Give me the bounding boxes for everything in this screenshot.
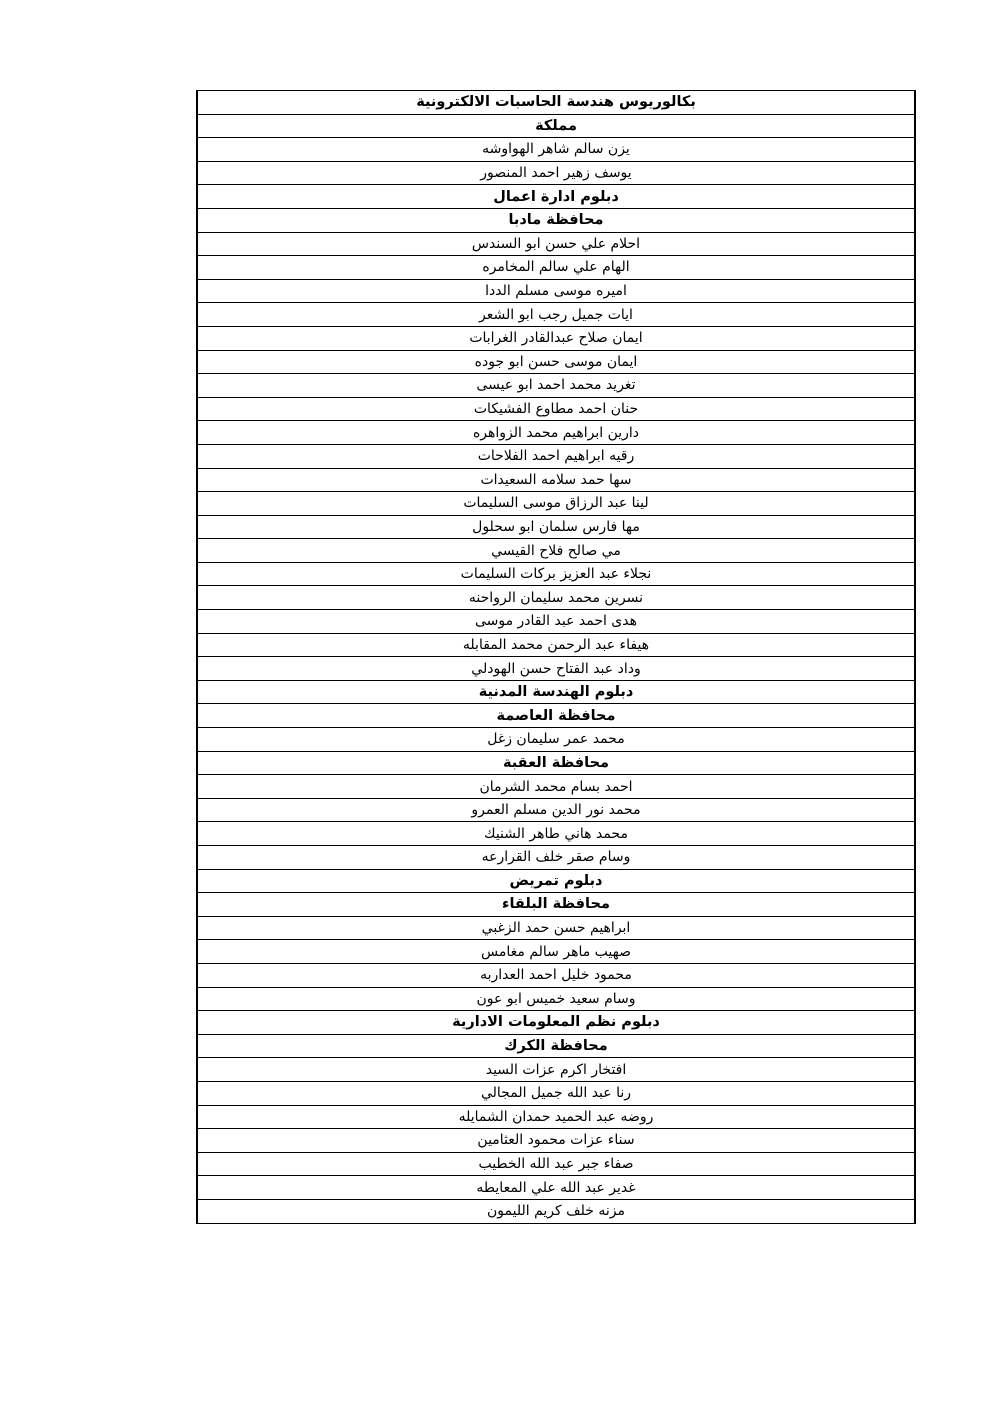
section-heading-cell: محافظة العقبة	[197, 751, 915, 775]
name-row	[197, 916, 915, 940]
name-cell: دارين ابراهيم محمد الزواهره	[197, 421, 915, 445]
section-heading-row	[197, 751, 915, 775]
names-table	[196, 90, 916, 1224]
name-cell: ايمان موسى حسن ابو جوده	[197, 350, 915, 374]
name-row	[197, 963, 915, 987]
name-row	[197, 279, 915, 303]
name-row	[197, 822, 915, 846]
name-cell: افتخار اكرم عزات السيد	[197, 1058, 915, 1082]
name-row	[197, 633, 915, 657]
name-row	[197, 161, 915, 185]
section-heading-cell: بكالوريوس هندسة الحاسبات الالكترونية	[197, 91, 915, 115]
name-row	[197, 492, 915, 516]
name-cell: يوسف زهير احمد المنصور	[197, 161, 915, 185]
name-cell: رقيه ابراهيم احمد الفلاحات	[197, 444, 915, 468]
name-cell: وسام صقر خلف القرارعه	[197, 846, 915, 870]
names-table-body	[197, 91, 915, 1224]
section-heading-cell: محافظة البلقاء	[197, 893, 915, 917]
name-cell: هيفاء عبد الرحمن محمد المقابله	[197, 633, 915, 657]
name-row	[197, 1081, 915, 1105]
name-row	[197, 444, 915, 468]
section-heading-cell: دبلوم نظم المعلومات الادارية	[197, 1011, 915, 1035]
name-cell: ايمان صلاح عبدالقادر الغرابات	[197, 326, 915, 350]
name-cell: اميره موسى مسلم الددا	[197, 279, 915, 303]
name-cell: مزنه خلف كريم الليمون	[197, 1199, 915, 1223]
section-heading-row	[197, 704, 915, 728]
section-heading-row	[197, 91, 915, 115]
name-cell: وسام سعيد خميس ابو عون	[197, 987, 915, 1011]
name-cell: صفاء جبر عبد الله الخطيب	[197, 1152, 915, 1176]
name-row	[197, 138, 915, 162]
name-row	[197, 1105, 915, 1129]
name-row	[197, 350, 915, 374]
name-cell: احمد بسام محمد الشرمان	[197, 775, 915, 799]
section-heading-row	[197, 185, 915, 209]
section-heading-cell: محافظة الكرك	[197, 1034, 915, 1058]
name-cell: مها فارس سلمان ابو سحلول	[197, 515, 915, 539]
name-row	[197, 326, 915, 350]
name-cell: هدى احمد عبد القادر موسى	[197, 610, 915, 634]
section-heading-row	[197, 869, 915, 893]
name-row	[197, 397, 915, 421]
name-row	[197, 728, 915, 752]
name-cell: ايات جميل رجب ابو الشعر	[197, 303, 915, 327]
section-heading-cell: دبلوم ادارة اعمال	[197, 185, 915, 209]
section-heading-row	[197, 680, 915, 704]
name-cell: لينا عبد الرزاق موسى السليمات	[197, 492, 915, 516]
name-row	[197, 256, 915, 280]
name-cell: مي صالح فلاح القيسي	[197, 539, 915, 563]
name-cell: غدير عبد الله علي المعايطه	[197, 1176, 915, 1200]
name-row	[197, 562, 915, 586]
name-row	[197, 303, 915, 327]
name-row	[197, 421, 915, 445]
name-row	[197, 987, 915, 1011]
name-cell: محمد هاني طاهر الشنيك	[197, 822, 915, 846]
name-cell: رنا عبد الله جميل المجالي	[197, 1081, 915, 1105]
name-row	[197, 586, 915, 610]
section-heading-row	[197, 893, 915, 917]
section-heading-row	[197, 1034, 915, 1058]
name-row	[197, 1152, 915, 1176]
section-heading-cell: محافظة العاصمة	[197, 704, 915, 728]
name-row	[197, 1129, 915, 1153]
name-cell: محمد عمر سليمان زغل	[197, 728, 915, 752]
name-cell: صهيب ماهر سالم مغامس	[197, 940, 915, 964]
name-cell: نجلاء عبد العزيز بركات السليمات	[197, 562, 915, 586]
names-list-sheet	[196, 90, 916, 1224]
name-row	[197, 657, 915, 681]
name-row	[197, 1176, 915, 1200]
section-heading-cell: محافظة مادبا	[197, 208, 915, 232]
section-heading-row	[197, 1011, 915, 1035]
name-row	[197, 515, 915, 539]
name-cell: نسرين محمد سليمان الرواحنه	[197, 586, 915, 610]
name-cell: روضه عبد الحميد حمدان الشمايله	[197, 1105, 915, 1129]
name-cell: يزن سالم شاهر الهواوشه	[197, 138, 915, 162]
name-cell: حنان احمد مطاوع الفشيكات	[197, 397, 915, 421]
section-heading-row	[197, 114, 915, 138]
name-row	[197, 610, 915, 634]
section-heading-row	[197, 208, 915, 232]
section-heading-cell: دبلوم تمريض	[197, 869, 915, 893]
name-cell: ابراهيم حسن حمد الزغبي	[197, 916, 915, 940]
name-row	[197, 775, 915, 799]
name-cell: محمود خليل احمد العداربه	[197, 963, 915, 987]
name-row	[197, 232, 915, 256]
name-cell: سها حمد سلامه السعيدات	[197, 468, 915, 492]
name-cell: محمد نور الدين مسلم العمرو	[197, 798, 915, 822]
name-row	[197, 539, 915, 563]
name-cell: تغريد محمد احمد ابو عيسى	[197, 374, 915, 398]
name-cell: وداد عبد الفتاح حسن الهودلي	[197, 657, 915, 681]
name-row	[197, 1058, 915, 1082]
section-heading-cell: دبلوم الهندسة المدنية	[197, 680, 915, 704]
name-cell: الهام علي سالم المخامره	[197, 256, 915, 280]
section-heading-cell: مملكة	[197, 114, 915, 138]
name-row	[197, 1199, 915, 1223]
name-row	[197, 940, 915, 964]
name-cell: احلام علي حسن ابو السندس	[197, 232, 915, 256]
name-row	[197, 468, 915, 492]
name-row	[197, 374, 915, 398]
name-cell: سناء عزات محمود العثامين	[197, 1129, 915, 1153]
name-row	[197, 846, 915, 870]
name-row	[197, 798, 915, 822]
